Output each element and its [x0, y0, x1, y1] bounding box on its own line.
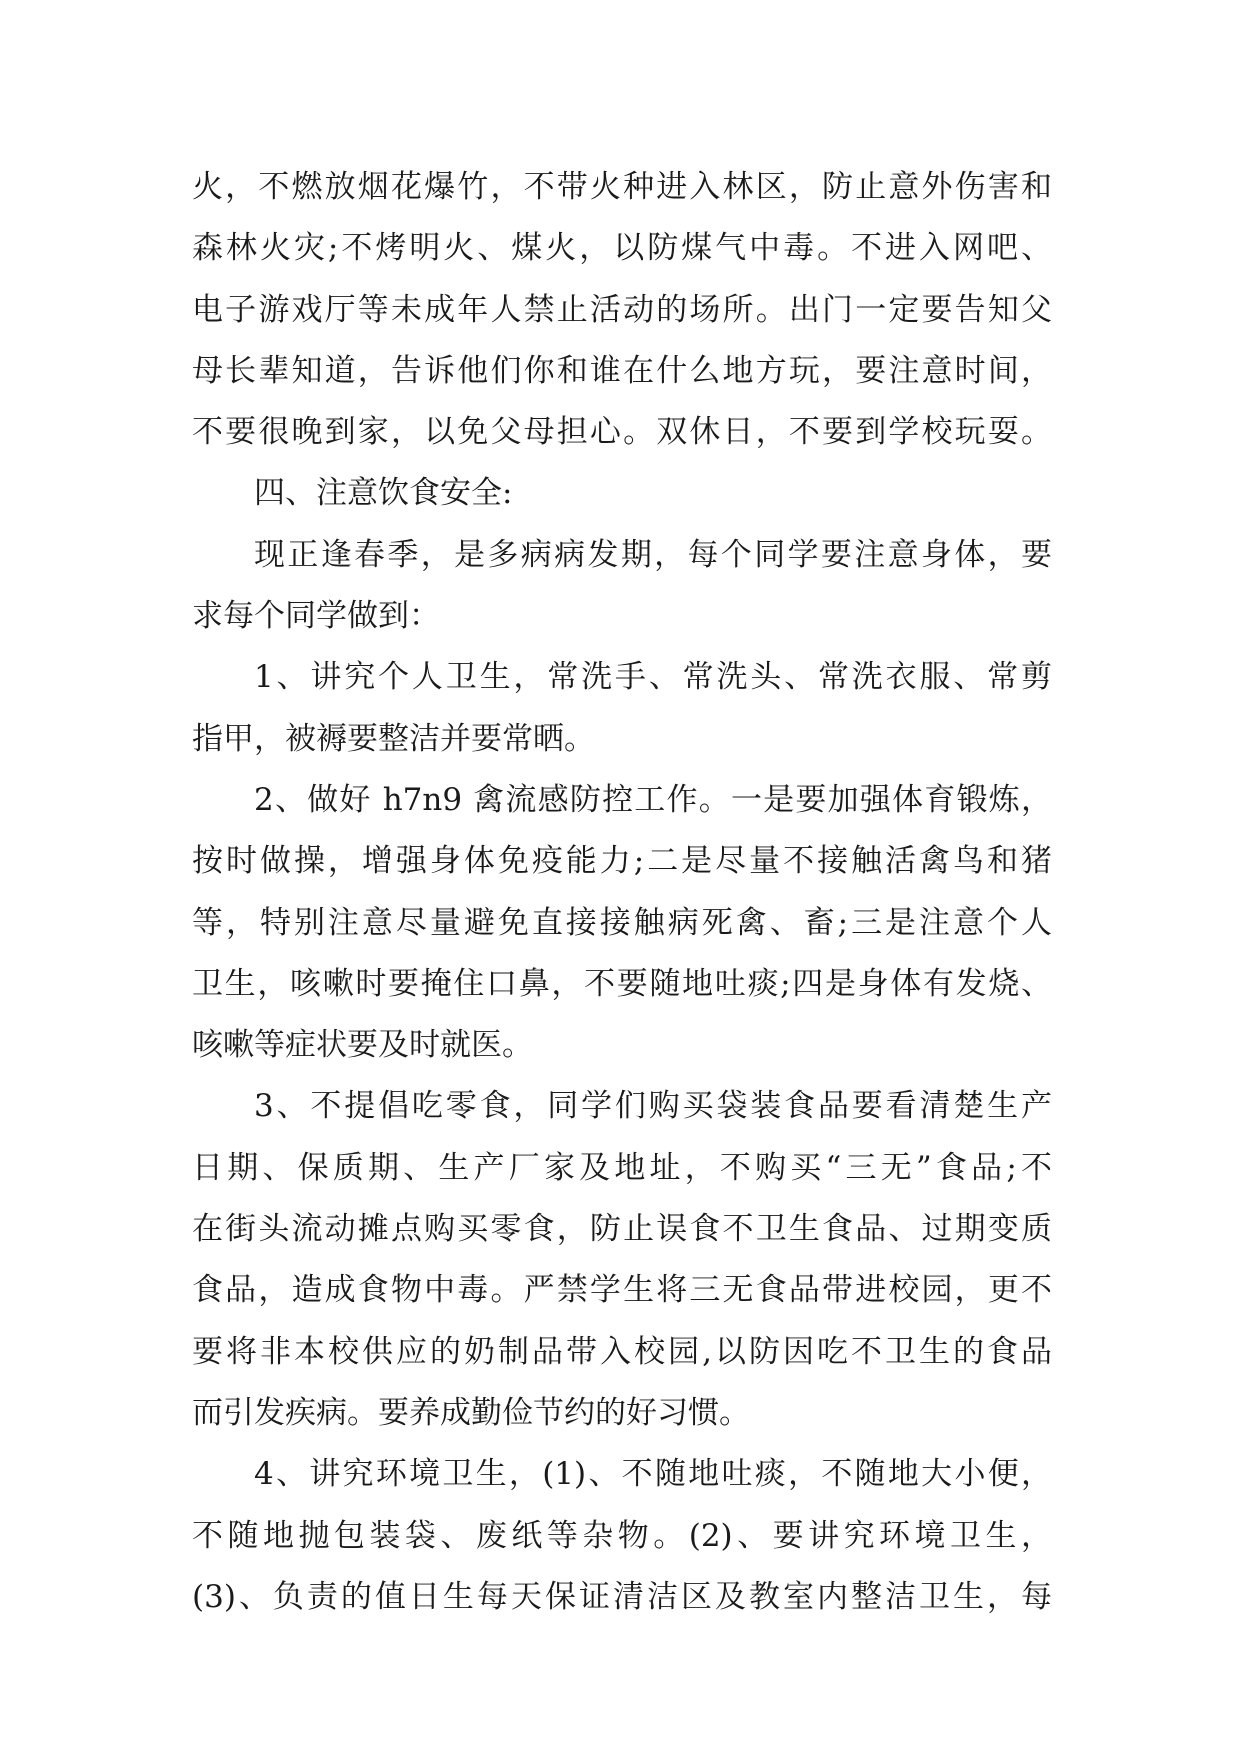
text-line: 不随地抛包装袋、废纸等杂物。(2)、要讲究环境卫生，	[192, 1517, 1052, 1554]
text-line: 指甲，被褥要整洁并要常晒。	[192, 720, 595, 757]
text-line: 电子游戏厅等未成年人禁止活动的场所。出门一定要告知父	[192, 291, 1052, 328]
text-line: 等，特别注意尽量避免直接接触病死禽、畜;三是注意个人	[192, 904, 1052, 941]
text-line: 日期、保质期、生产厂家及地址，不购买“三无”食品;不	[192, 1149, 1052, 1186]
section-heading: 四、注意饮食安全:	[254, 475, 513, 512]
text-line: 森林火灾;不烤明火、煤火，以防煤气中毒。不进入网吧、	[192, 230, 1052, 267]
text-line: 1、讲究个人卫生，常洗手、常洗头、常洗衣服、常剪	[254, 659, 1052, 696]
text-line: 在街头流动摊点购买零食，防止误食不卫生食品、过期变质	[192, 1211, 1052, 1248]
text-line: 按时做操，增强身体免疫能力;二是尽量不接触活禽鸟和猪	[192, 843, 1052, 880]
text-line: 咳嗽等症状要及时就医。	[192, 1027, 533, 1064]
text-line: 而引发疾病。要养成勤俭节约的好习惯。	[192, 1394, 750, 1431]
text-line: 卫生，咳嗽时要掩住口鼻，不要随地吐痰;四是身体有发烧、	[192, 965, 1052, 1002]
text-line: 火，不燃放烟花爆竹，不带火种进入林区，防止意外伤害和	[192, 169, 1052, 205]
text-line: 3、不提倡吃零食，同学们购买袋装食品要看清楚生产	[254, 1088, 1052, 1125]
text-line: 2、做好 h7n9 禽流感防控工作。一是要加强体育锻炼，	[254, 781, 1052, 818]
text-line: 求每个同学做到：	[192, 598, 440, 635]
text-line: (3)、负责的值日生每天保证清洁区及教室内整洁卫生，每	[192, 1578, 1052, 1615]
text-line: 食品，造成食物中毒。严禁学生将三无食品带进校园，更不	[192, 1272, 1052, 1309]
text-line: 母长辈知道，告诉他们你和谁在什么地方玩，要注意时间，	[192, 352, 1052, 389]
text-line: 现正逢春季，是多病病发期，每个同学要注意身体，要	[254, 536, 1052, 573]
text-line: 不要很晚到家，以免父母担心。双休日，不要到学校玩耍。	[192, 414, 1052, 451]
document-body	[192, 157, 1052, 1628]
text-line: 4、讲究环境卫生，(1)、不随地吐痰，不随地大小便，	[254, 1456, 1052, 1493]
text-line: 要将非本校供应的奶制品带入校园,以防因吃不卫生的食品	[192, 1333, 1052, 1370]
